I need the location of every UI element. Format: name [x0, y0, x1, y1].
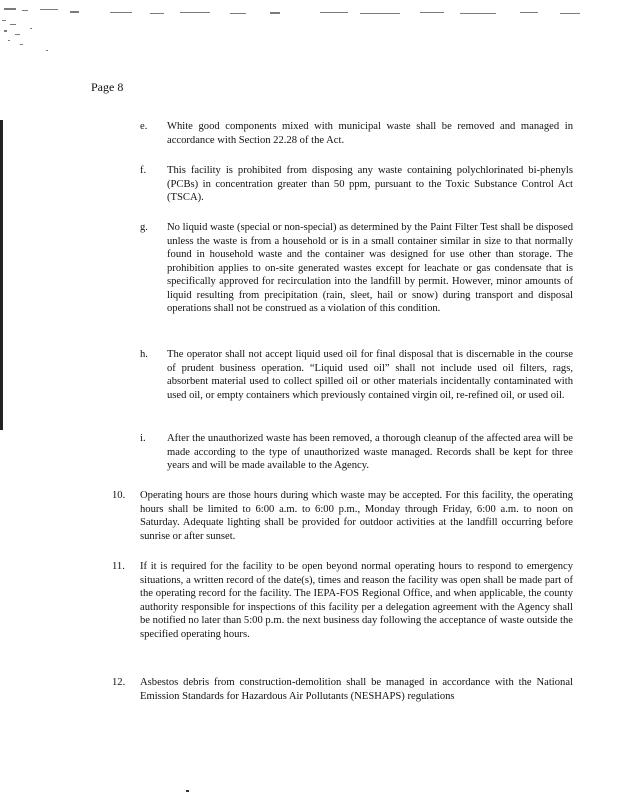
item-marker: e.: [140, 121, 148, 132]
item-text: Operating hours are those hours during which waste may be accepted. For this facility, the operating hours shall be limited to 6:00 a.m. to 6:00 p.m., Monday through Friday, 6:00 a.m. to noon on Saturday. Adequate lighting shall be provided for outdoor activities at the landfill occurring before sunrise or after sunset.: [140, 490, 573, 542]
condition-item-i: [140, 432, 573, 473]
item-marker: h.: [140, 349, 148, 360]
item-text: The operator shall not accept liquid used oil for final disposal that is discernable in the course of prudent business operation. “Liquid used oil” shall not include used oil filters, rags, absorbent material used to collect spilled oil or other materials incidentally contaminated with used oil, or empty containers which previously contained virgin oil, re-refined oil, or used oil.: [167, 349, 573, 401]
item-marker: 10.: [112, 490, 126, 501]
scan-speck: [186, 790, 189, 792]
scan-noise-header: [0, 0, 618, 60]
item-marker: 11.: [112, 561, 125, 572]
condition-item-g: [140, 221, 573, 316]
condition-item-11: [112, 560, 573, 641]
condition-item-h: [140, 348, 573, 402]
item-text: White good components mixed with municipal waste shall be removed and managed in accordance with Section 22.28 of the Act.: [167, 121, 573, 146]
item-marker: f.: [140, 165, 147, 176]
page-number: Page 8: [91, 80, 124, 94]
item-text: Asbestos debris from construction-demolition shall be managed in accordance with the National Emission Standards for Hazardous Air Pollutants (NESHAPS) regulations: [140, 677, 573, 702]
condition-item-e: [140, 120, 573, 147]
condition-item-10: [112, 489, 573, 543]
condition-item-12: [112, 676, 573, 703]
item-text: After the unauthorized waste has been removed, a thorough cleanup of the affected area will be made according to the type of unauthorized waste managed. Records shall be kept for three years and will be made available to the Agency.: [167, 433, 573, 471]
item-marker: i.: [140, 433, 146, 444]
item-marker: g.: [140, 222, 148, 233]
scan-edge-bar: [0, 120, 3, 430]
item-text: This facility is prohibited from disposing any waste containing polychlorinated bi-phenyls (PCBs) in concentration greater than 50 ppm, pursuant to the Toxic Substance Control Act (TSCA).: [167, 165, 573, 203]
item-text: If it is required for the facility to be open beyond normal operating hours to respond to emergency situations, a written record of the date(s), times and reason the facility was open shall be made part of the operating record for the facility. The IEPA-FOS Regional Office, and when applicable, the county authority responsible for inspections of this facility per a delegation agreement with the Agency shall be notified no later than 5:00 p.m. the next business day following the acceptance of waste outside the specified operating hours.: [140, 561, 573, 640]
item-marker: 12.: [112, 677, 126, 688]
condition-item-f: [140, 164, 573, 205]
item-text: No liquid waste (special or non-special) as determined by the Paint Filter Test shall be disposed unless the waste is from a household or is in a small container similar in size to that normally found in household waste and the container was designed for use other than storage. The prohibition applies to on-site generated wastes except for leachate or gas condensate that is specifically approved for recirculation into the landfill by permit. However, minor amounts of liquid resulting from precipitation (rain, sleet, hail or snow) during transport and disposal operations shall not be construed as a violation of this condition.: [167, 222, 573, 314]
